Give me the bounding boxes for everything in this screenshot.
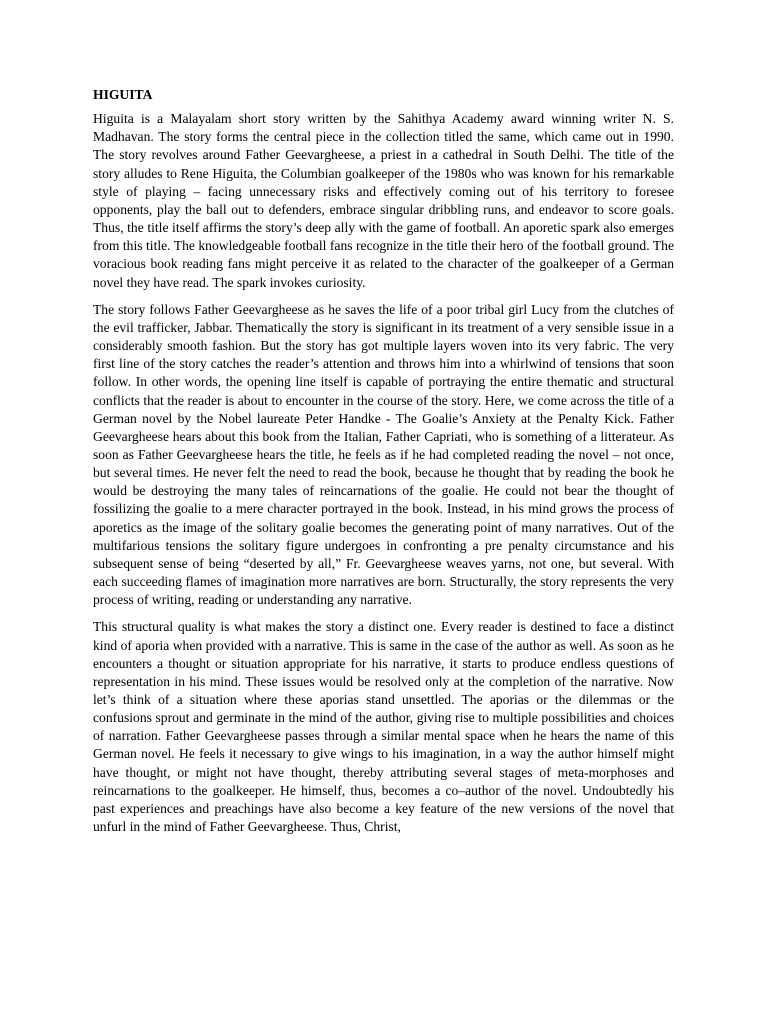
document-page	[93, 86, 674, 845]
paragraph-3: This structural quality is what makes the story a distinct one. Every reader is destined to face a distinct kind of aporia when provided with a narrative. This is same in the case of the author as well. As soon as he encounters a thought or situation appropriate for his narrative, it starts to produce endless questions of representation in his mind. These issues would be resolved only at the completion of the narrative. Now let’s think of a situation where these aporias stand unsettled. The aporias or the dilemmas or the confusions sprout and germinate in the mind of the author, giving rise to multiple possibilities and choices of narration. Father Geevargheese passes through a similar mental space when he hears the name of this German novel. He feels it necessary to give wings to his imagination, in a way the author himself might have thought, or might not have thought, thereby attributing several stages of meta-morphoses and reincarnations to the goalkeeper. He himself, thus, becomes a co–author of the novel. Undoubtedly his past experiences and preachings have also become a key feature of the new versions of the novel that unfurl in the mind of Father Geevargheese. Thus, Christ,	[93, 619, 674, 835]
paragraph-2: The story follows Father Geevargheese as he saves the life of a poor tribal girl Lucy from the clutches of the evil trafficker, Jabbar. Thematically the story is significant in its treatment of a very sensible issue in a considerably smooth fashion. But the story has got multiple layers woven into its very fabric. The very first line of the story catches the reader’s attention and throws him into a whirlwind of tensions that soon follow. In other words, the opening line itself is capable of portraying the entire thematic and structural conflicts that the reader is about to encounter in the course of the story. Here, we come across the title of a German novel by the Nobel laureate Peter Handke - The Goalie’s Anxiety at the Penalty Kick. Father Geevargheese hears about this book from the Italian, Father Capriati, who is something of a litterateur. As soon as Father Geevargheese hears the title, he feels as if he had completed reading the novel – not once, but several times. He never felt the need to read the book, because he thought that by reading the book he would be destroying the many tales of reincarnations of the goalie. He could not bear the thought of fossilizing the goalie to a mere character portrayed in the book. Instead, in his mind grows the process of aporetics as the image of the solitary goalie becomes the generating point of many narratives. Out of the multifarious tensions the solitary figure undergoes in confronting a pre penalty circumstance and his subsequent sense of being “deserted by all,” Fr. Geevargheese weaves yarns, not one, but several. With each succeeding flames of imagination more narratives are born. Structurally, the story represents the very process of writing, reading or understanding any narrative.	[93, 301, 674, 608]
paragraph-1: Higuita is a Malayalam short story written by the Sahithya Academy award winning writer N. S. Madhavan. The story forms the central piece in the collection titled the same, which came out in 1990. The story revolves around Father Geevargheese, a priest in a cathedral in South Delhi. The title of the story alludes to Rene Higuita, the Columbian goalkeeper of the 1980s who was known for his remarkable style of playing – facing unnecessary risks and effectively coming out of his territory to foresee opponents, play the ball out to defenders, embrace singular dribbling runs, and endeavor to score goals. Thus, the title itself affirms the story’s deep ally with the game of football. An aporetic spark also emerges from this title. The knowledgeable football fans recognize in the title their hero of the football ground. The voracious book reading fans might perceive it as related to the character of the goalkeeper of a German novel they have read. The spark invokes curiosity.	[93, 111, 674, 290]
document-title: HIGUITA	[93, 87, 153, 102]
